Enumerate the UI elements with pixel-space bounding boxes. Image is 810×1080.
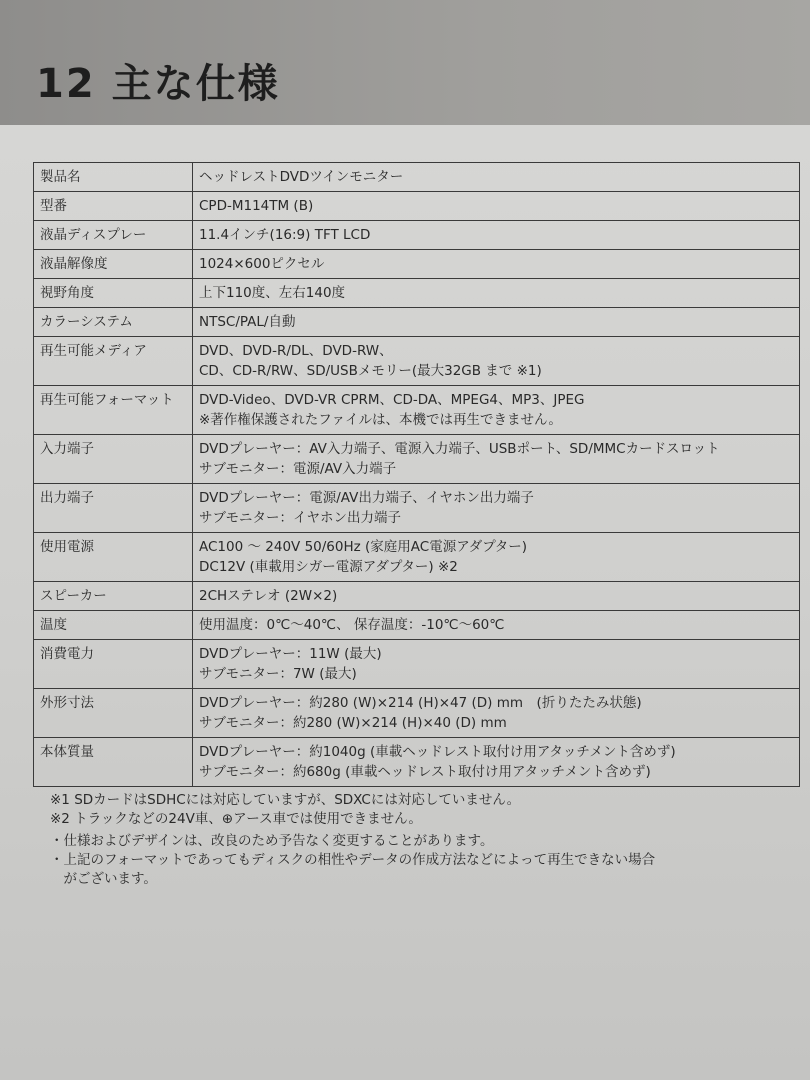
- spec-value: [193, 250, 800, 279]
- spec-value: [193, 163, 800, 192]
- section-header: [0, 0, 810, 125]
- spec-value-line: DVDプレーヤー：約280 (W)×214 (H)×47 (D) mm (折りたたみ状態): [199, 695, 642, 711]
- spec-value-line: サブモニター：約280 (W)×214 (H)×40 (D) mm: [199, 715, 507, 731]
- footnote: がございます。: [50, 871, 157, 887]
- spec-label: カラーシステム: [34, 308, 193, 337]
- spec-value-line: DVDプレーヤー：11W (最大): [199, 646, 382, 662]
- spec-row: [34, 689, 800, 738]
- spec-label: 入力端子: [34, 435, 193, 484]
- spec-row: [34, 611, 800, 640]
- spec-row: [34, 484, 800, 533]
- spec-label: 本体質量: [34, 738, 193, 787]
- spec-value: [193, 279, 800, 308]
- spec-value: [193, 386, 800, 435]
- spec-label: 液晶ディスプレー: [34, 221, 193, 250]
- spec-label: 消費電力: [34, 640, 193, 689]
- spec-value-line: サブモニター：7W (最大): [199, 666, 357, 682]
- spec-row: [34, 337, 800, 386]
- spec-value-line: NTSC/PAL/自動: [199, 314, 296, 330]
- spec-value: [193, 337, 800, 386]
- spec-label: 型番: [34, 192, 193, 221]
- spec-value-line: サブモニター：電源/AV入力端子: [199, 461, 397, 477]
- spec-label: スピーカー: [34, 582, 193, 611]
- spec-value: [193, 435, 800, 484]
- spec-row: [34, 640, 800, 689]
- spec-value-line: DVDプレーヤー：電源/AV出力端子、イヤホン出力端子: [199, 490, 534, 506]
- spec-value: [193, 484, 800, 533]
- spec-label: 製品名: [34, 163, 193, 192]
- spec-table: [33, 162, 800, 787]
- footnote: ※2 トラックなどの24V車、⊕アース車では使用できません。: [50, 811, 422, 827]
- spec-value: [193, 582, 800, 611]
- footnotes: [33, 791, 800, 889]
- spec-label: 温度: [34, 611, 193, 640]
- spec-value-line: 使用温度：0℃～40℃、 保存温度：-10℃～60℃: [199, 617, 505, 633]
- spec-value-line: DVD、DVD-R/DL、DVD-RW、: [199, 343, 393, 359]
- spec-value: [193, 689, 800, 738]
- spec-row: [34, 308, 800, 337]
- spec-row: [34, 163, 800, 192]
- spec-row: [34, 221, 800, 250]
- spec-value-line: ※著作権保護されたファイルは、本機では再生できません。: [199, 412, 562, 428]
- spec-row: [34, 435, 800, 484]
- spec-value: [193, 611, 800, 640]
- spec-row: [34, 250, 800, 279]
- spec-label: 再生可能フォーマット: [34, 386, 193, 435]
- spec-value-line: AC100 ～ 240V 50/60Hz (家庭用AC電源アダプター): [199, 539, 528, 555]
- spec-label: 視野角度: [34, 279, 193, 308]
- spec-value-line: DVDプレーヤー：約1040g (車載ヘッドレスト取付け用アタッチメント含めず): [199, 744, 676, 760]
- spec-value-line: DVDプレーヤー：AV入力端子、電源入力端子、USBポート、SD/MMCカードスロット: [199, 441, 720, 457]
- spec-value-line: 11.4インチ(16:9) TFT LCD: [199, 227, 371, 243]
- spec-value: [193, 640, 800, 689]
- spec-value-line: 1024×600ピクセル: [199, 256, 325, 272]
- spec-value-line: 2CHステレオ (2W×2): [199, 588, 338, 604]
- spec-value-line: DVD-Video、DVD-VR CPRM、CD-DA、MPEG4、MP3、JPEG: [199, 392, 585, 408]
- spec-label: 外形寸法: [34, 689, 193, 738]
- footnote: ・上記のフォーマットであってもディスクの相性やデータの作成方法などによって再生できない場合: [50, 852, 656, 868]
- spec-row: [34, 279, 800, 308]
- spec-value-line: サブモニター：イヤホン出力端子: [199, 510, 401, 526]
- spec-value: [193, 533, 800, 582]
- spec-label: 使用電源: [34, 533, 193, 582]
- spec-value-line: DC12V (車載用シガー電源アダプター) ※2: [199, 559, 458, 575]
- spec-label: 再生可能メディア: [34, 337, 193, 386]
- footnote: ・仕様およびデザインは、改良のため予告なく変更することがあります。: [50, 833, 494, 849]
- spec-value-line: CPD-M114TM (B): [199, 198, 314, 214]
- spec-row: [34, 738, 800, 787]
- spec-value-line: 上下110度、左右140度: [199, 285, 346, 301]
- spec-value: [193, 221, 800, 250]
- spec-value-line: サブモニター：約680g (車載ヘッドレスト取付け用アタッチメント含めず): [199, 764, 651, 780]
- spec-row: [34, 533, 800, 582]
- spec-label: 出力端子: [34, 484, 193, 533]
- spec-value: [193, 192, 800, 221]
- spec-row: [34, 582, 800, 611]
- page-title: 12 主な仕様: [36, 61, 280, 107]
- spec-row: [34, 386, 800, 435]
- footnote: ※1 SDカードはSDHCには対応していますが、SDXCには対応していません。: [50, 792, 521, 808]
- spec-label: 液晶解像度: [34, 250, 193, 279]
- spec-value: [193, 738, 800, 787]
- spec-row: [34, 192, 800, 221]
- spec-value: [193, 308, 800, 337]
- spec-content: [33, 162, 800, 889]
- spec-value-line: CD、CD-R/RW、SD/USBメモリー(最大32GB まで ※1): [199, 363, 542, 379]
- spec-value-line: ヘッドレストDVDツインモニター: [199, 169, 404, 185]
